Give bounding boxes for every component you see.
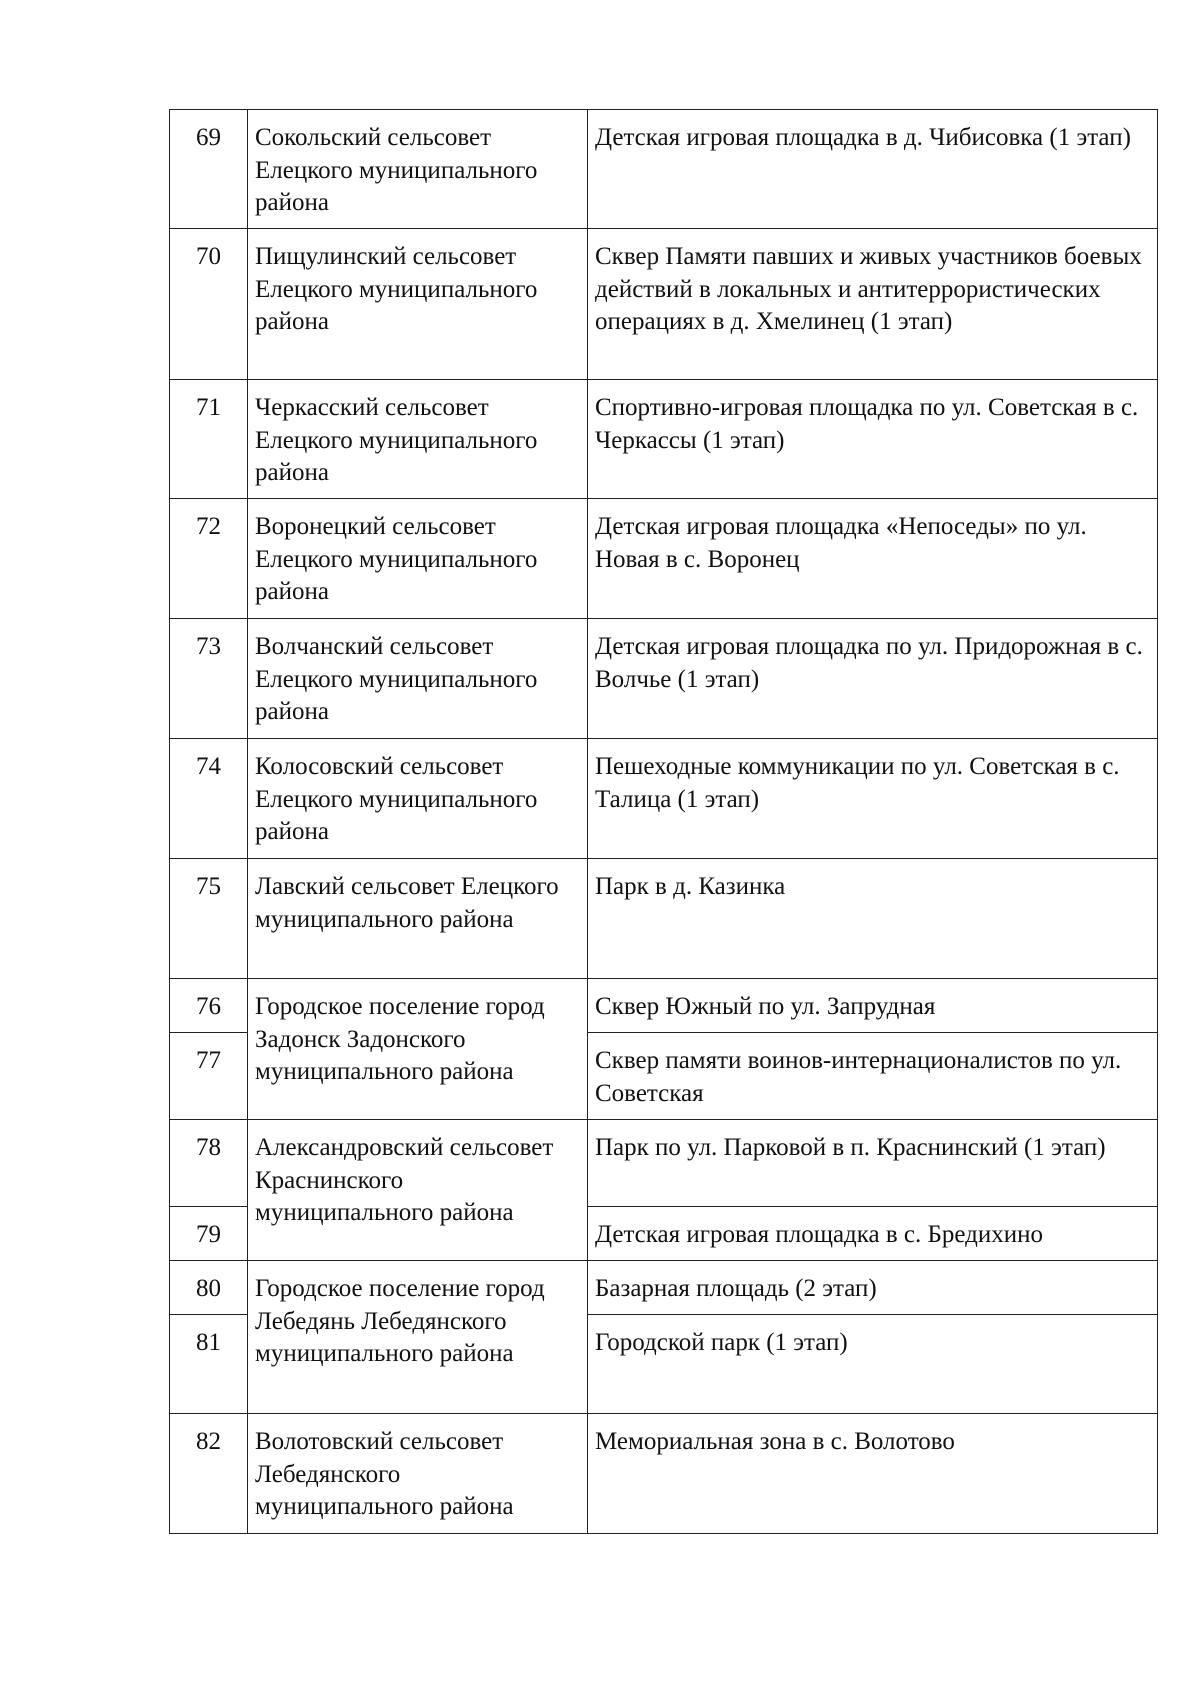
object-cell: Мемориальная зона в с. Волотово xyxy=(588,1414,1158,1534)
row-number: 69 xyxy=(170,110,248,229)
document-table xyxy=(169,109,1158,1534)
row-number: 71 xyxy=(170,380,248,499)
municipality-cell: Городское поселение город Лебедянь Лебедянского муниципального района xyxy=(248,1261,588,1414)
row-number: 74 xyxy=(170,739,248,859)
row-number: 81 xyxy=(170,1315,248,1414)
table-row xyxy=(170,110,1158,229)
municipality-cell: Волотовский сельсовет Лебедянского муниципального района xyxy=(248,1414,588,1534)
object-cell: Парк в д. Казинка xyxy=(588,859,1158,979)
row-number: 77 xyxy=(170,1033,248,1120)
table-row xyxy=(170,1120,1158,1207)
object-cell: Сквер Памяти павших и живых участников боевых действий в локальных и антитеррористических операциях в д. Хмелинец (1 этап) xyxy=(588,229,1158,380)
table-row xyxy=(170,1261,1158,1315)
object-cell: Детская игровая площадка по ул. Придорожная в с. Волчье (1 этап) xyxy=(588,619,1158,739)
object-cell: Базарная площадь (2 этап) xyxy=(588,1261,1158,1315)
row-number: 78 xyxy=(170,1120,248,1207)
table-row xyxy=(170,619,1158,739)
row-number: 80 xyxy=(170,1261,248,1315)
object-cell: Городской парк (1 этап) xyxy=(588,1315,1158,1414)
row-number: 73 xyxy=(170,619,248,739)
row-number: 72 xyxy=(170,499,248,619)
object-cell: Сквер Южный по ул. Запрудная xyxy=(588,979,1158,1033)
object-cell: Детская игровая площадка в с. Бредихино xyxy=(588,1207,1158,1261)
object-cell: Пешеходные коммуникации по ул. Советская в с. Талица (1 этап) xyxy=(588,739,1158,859)
municipality-cell: Лавский сельсовет Елецкого муниципального района xyxy=(248,859,588,979)
row-number: 76 xyxy=(170,979,248,1033)
row-number: 70 xyxy=(170,229,248,380)
municipality-cell: Сокольский сельсовет Елецкого муниципального района xyxy=(248,110,588,229)
object-cell: Детская игровая площадка «Непоседы» по ул. Новая в с. Воронец xyxy=(588,499,1158,619)
table-row xyxy=(170,739,1158,859)
table-row xyxy=(170,229,1158,380)
municipality-cell: Воронецкий сельсовет Елецкого муниципального района xyxy=(248,499,588,619)
row-number: 82 xyxy=(170,1414,248,1534)
table-row xyxy=(170,859,1158,979)
municipality-cell: Черкасский сельсовет Елецкого муниципального района xyxy=(248,380,588,499)
table-row xyxy=(170,979,1158,1033)
municipality-cell: Пищулинский сельсовет Елецкого муниципального района xyxy=(248,229,588,380)
table-row xyxy=(170,1414,1158,1534)
object-cell: Детская игровая площадка в д. Чибисовка (1 этап) xyxy=(588,110,1158,229)
row-number: 75 xyxy=(170,859,248,979)
municipality-cell: Городское поселение город Задонск Задонского муниципального района xyxy=(248,979,588,1120)
row-number: 79 xyxy=(170,1207,248,1261)
municipality-cell: Колосовский сельсовет Елецкого муниципального района xyxy=(248,739,588,859)
object-cell: Сквер памяти воинов-интернационалистов по ул. Советская xyxy=(588,1033,1158,1120)
municipality-cell: Александровский сельсовет Краснинского муниципального района xyxy=(248,1120,588,1261)
municipality-cell: Волчанский сельсовет Елецкого муниципального района xyxy=(248,619,588,739)
object-cell: Парк по ул. Парковой в п. Краснинский (1 этап) xyxy=(588,1120,1158,1207)
table-row xyxy=(170,499,1158,619)
table-row xyxy=(170,380,1158,499)
object-cell: Спортивно-игровая площадка по ул. Советская в с. Черкассы (1 этап) xyxy=(588,380,1158,499)
